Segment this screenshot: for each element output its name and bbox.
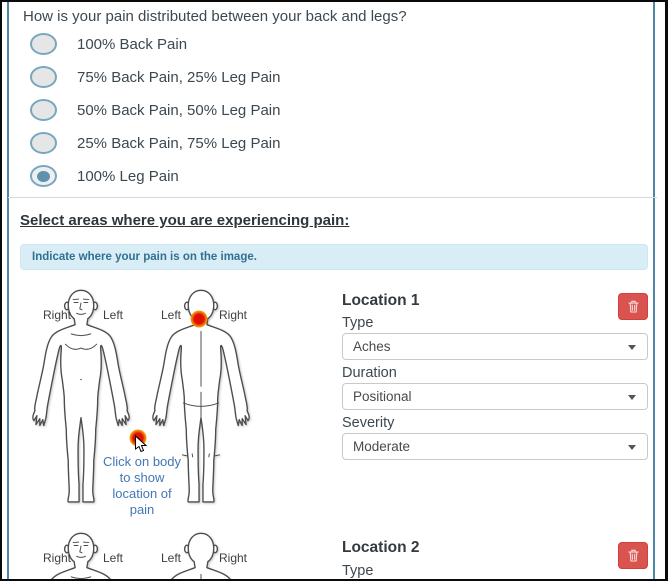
- radio-button[interactable]: [30, 132, 57, 154]
- severity-select[interactable]: [342, 433, 648, 460]
- type-select-value: Aches: [353, 339, 391, 354]
- duration-label: Duration: [342, 365, 397, 381]
- radio-option-100-leg[interactable]: [30, 165, 280, 187]
- trash-icon: [628, 549, 639, 562]
- radio-button-selected[interactable]: [30, 165, 57, 187]
- pain-distribution-question: How is your pain distributed between your back and legs?: [23, 8, 407, 25]
- severity-select-value: Moderate: [353, 439, 411, 454]
- front-left-label: Left: [102, 551, 124, 565]
- duration-select-value: Positional: [353, 389, 412, 404]
- select-areas-heading: Select areas where you are experiencing pain:: [20, 212, 350, 229]
- body-map-1[interactable]: [20, 286, 334, 522]
- front-left-label: Left: [102, 308, 124, 322]
- type-label: Type: [342, 315, 374, 331]
- chevron-down-icon: [628, 395, 636, 400]
- radio-option-label: 100% Leg Pain: [77, 167, 179, 185]
- back-left-label: Left: [160, 308, 182, 322]
- delete-location-1-button[interactable]: [618, 293, 648, 320]
- click-on-body-caption: Click on body to show location of pain: [102, 454, 182, 517]
- radio-option-label: 75% Back Pain, 25% Leg Pain: [77, 68, 281, 86]
- front-right-label: Right: [42, 308, 72, 322]
- section-divider: [8, 197, 657, 198]
- radio-option-label: 100% Back Pain: [77, 35, 188, 53]
- radio-option-100-back[interactable]: [30, 33, 280, 55]
- right-accent-line: [653, 2, 655, 579]
- type-select[interactable]: [342, 333, 648, 360]
- location-1-title: Location 1: [342, 292, 420, 309]
- front-right-label: Right: [42, 551, 72, 565]
- back-right-label: Right: [218, 308, 248, 322]
- left-accent-line: [7, 2, 9, 579]
- radio-option-50-back-50-leg[interactable]: [30, 99, 280, 121]
- location-2-panel: [342, 539, 648, 581]
- location-1-panel: [342, 292, 648, 472]
- severity-label: Severity: [342, 415, 395, 431]
- type-label: Type: [342, 563, 374, 579]
- back-left-label: Left: [160, 551, 182, 565]
- back-right-label: Right: [218, 551, 248, 565]
- mouse-cursor-icon: [134, 435, 148, 453]
- duration-select[interactable]: [342, 383, 648, 410]
- chevron-down-icon: [628, 445, 636, 450]
- radio-option-75-back-25-leg[interactable]: [30, 66, 280, 88]
- delete-location-2-button[interactable]: [618, 542, 648, 569]
- pain-marker-neck[interactable]: [191, 311, 208, 328]
- body-map-2[interactable]: [20, 529, 334, 579]
- trash-icon: [628, 300, 639, 313]
- info-banner-text: Indicate where your pain is on the image.: [32, 251, 257, 263]
- radio-button[interactable]: [30, 99, 57, 121]
- pain-distribution-radio-group: [30, 33, 280, 198]
- radio-option-label: 25% Back Pain, 75% Leg Pain: [77, 134, 281, 152]
- location-2-title: Location 2: [342, 539, 420, 556]
- radio-option-25-back-75-leg[interactable]: [30, 132, 280, 154]
- info-banner: [20, 244, 648, 270]
- radio-option-label: 50% Back Pain, 50% Leg Pain: [77, 101, 281, 119]
- radio-button[interactable]: [30, 66, 57, 88]
- radio-button[interactable]: [30, 33, 57, 55]
- chevron-down-icon: [628, 345, 636, 350]
